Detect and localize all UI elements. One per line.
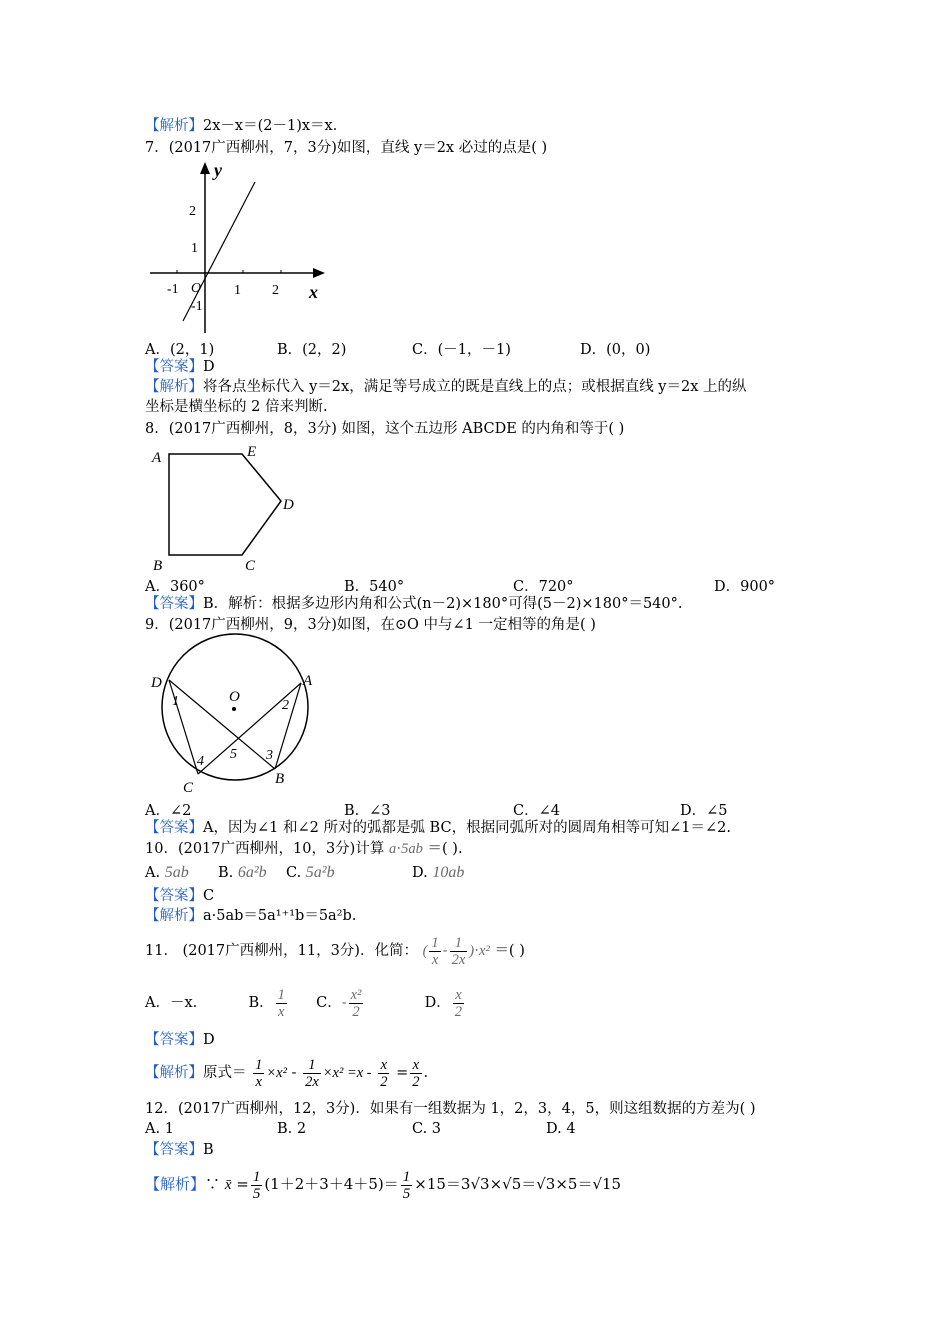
q7-option-b: B．(2，2): [277, 342, 347, 358]
q9-option-c: C．∠4: [513, 803, 560, 819]
q12-answer: 【答案】B: [145, 1142, 214, 1158]
q8-label-c: C: [245, 558, 256, 574]
q9-circle-figure: [145, 633, 330, 798]
q10-option-b: B. 6a²b: [218, 864, 267, 881]
q7-coordinate-graph: [145, 158, 335, 338]
q12-analysis: 【解析】∵ x̄ = $\frac{1}{5}$ (1＋2＋3＋4＋5)＝ $\frac{1}{5}$ ×15＝3√3×√5＝√3×5＝√15: [145, 1168, 622, 1202]
q6-analysis: 【解析】2x－x＝(2－1)x＝x．: [145, 118, 348, 134]
q7-analysis-line1: 【解析】将各点坐标代入 y＝2x，满足等号成立的既是直线上的点；或根据直线 y＝2x 上的纵: [145, 379, 747, 395]
q11-analysis: 【解析】原式＝ $\frac{1}{x}$ ×x² - $\frac{1}{2x}$ ×x² =x - $\frac{x}{2}$ = $\frac{x}{2}$ .: [145, 1056, 429, 1090]
q7-tick-y2: 2: [189, 204, 196, 219]
q12-option-a: A. 1: [145, 1121, 174, 1137]
q9-angle-4: 4: [197, 754, 204, 769]
q8-option-b: B．540°: [344, 579, 405, 595]
q8-stem: 8．(2017广西柳州，8，3分) 如图，这个五边形 ABCDE 的内角和等于( ): [145, 421, 625, 437]
q10-option-a: A. 5ab: [145, 864, 189, 881]
q8-label-d: D: [283, 497, 294, 513]
q9-label-d: D: [151, 675, 162, 691]
q7-option-c: C．(－1，－1): [412, 342, 511, 358]
q11-frac-1-over-x: $\frac{1}{x}$: [431, 934, 439, 968]
q9-option-d: D．∠5: [680, 803, 728, 819]
q7-tick-xm1: -1: [167, 282, 179, 297]
q9-label-b: B: [275, 771, 285, 787]
q8-option-c: C．720°: [513, 579, 574, 595]
q8-option-a: A．360°: [145, 579, 205, 595]
q11-option-d: D． $\frac{x}{2}$: [424, 986, 463, 1020]
q8-answer: 【答案】B．解析：根据多边形内角和公式(n－2)×180°可得(5－2)×180°＝540°.: [145, 596, 683, 612]
q7-analysis-line2: 坐标是横坐标的 2 倍来判断.: [145, 399, 328, 415]
q7-origin-label: O: [191, 281, 202, 296]
q11-option-a: A．－x.: [145, 995, 198, 1011]
q7-tick-ym1: -1: [191, 299, 203, 314]
q7-option-d: D．(0，0): [580, 342, 651, 358]
q9-label-c: C: [183, 780, 194, 796]
q12-option-c: C. 3: [412, 1121, 442, 1137]
q12-option-d: D. 4: [546, 1121, 576, 1137]
q9-stem: 9．(2017广西柳州，9，3分)如图，在⊙O 中与∠1 一定相等的角是( ): [145, 617, 596, 633]
q11-options: [145, 985, 466, 1021]
q10-answer: 【答案】C: [145, 888, 215, 904]
q11-option-b: B． $\frac{1}{x}$: [248, 986, 285, 1020]
q9-angle-3: 3: [266, 748, 273, 763]
q9-angle-2: 2: [282, 698, 289, 713]
q10-stem: 10．(2017广西柳州，10，3分)计算 a⋅5ab ＝( ).: [145, 841, 463, 857]
q9-option-b: B．∠3: [344, 803, 391, 819]
q9-label-o: O: [229, 689, 240, 705]
q8-label-a: A: [152, 450, 162, 466]
q7-answer: 【答案】D: [145, 359, 215, 375]
q11-answer: 【答案】D: [145, 1032, 215, 1048]
q9-option-a: A．∠2: [145, 803, 192, 819]
q9-answer: 【答案】A，因为∠1 和∠2 所对的弧都是弧 BC，根据同弧所对的圆周角相等可知∠1＝∠2.: [145, 820, 731, 836]
q12-option-b: B. 2: [277, 1121, 307, 1137]
q9-angle-1: 1: [172, 694, 179, 709]
q7-tick-x1: 1: [234, 283, 241, 298]
q7-tick-y1: 1: [191, 241, 198, 256]
q10-option-d: D. 10ab: [412, 864, 465, 881]
q12-stem: 12．(2017广西柳州，12，3分)．如果有一组数据为 1，2，3，4，5，则这组数据的方差为( ): [145, 1101, 756, 1117]
q8-option-d: D．900°: [714, 579, 776, 595]
q10-analysis: 【解析】a·5ab＝5a¹⁺¹b＝5a²b.: [145, 908, 357, 924]
q7-option-a: A．(2，1): [145, 342, 215, 358]
q8-pentagon-figure: [145, 440, 305, 575]
q7-tick-x2: 2: [272, 283, 279, 298]
q7-y-axis-label: y: [214, 160, 222, 180]
q10-expression: a⋅5ab: [388, 841, 423, 857]
q11-stem: 11． (2017广西柳州，11，3分)．化简： ( $\frac{1}{x}$ - $\frac{1}{2x}$ )⋅x² ＝( ): [145, 934, 525, 968]
q7-x-axis-label: x: [309, 282, 318, 302]
q11-frac-1-over-2x: $\frac{1}{2x}$: [451, 934, 466, 968]
q9-angle-5: 5: [230, 747, 237, 762]
q7-stem: 7．(2017广西柳州，7，3分)如图，直线 y＝2x 必过的点是( ): [145, 140, 548, 156]
q9-label-a: A: [303, 673, 313, 689]
q11-option-c: C．- $\frac{\text{x²}}{2}$: [316, 986, 362, 1020]
q10-option-c: C. 5a²b: [286, 864, 335, 881]
q8-label-e: E: [247, 444, 257, 460]
q8-label-b: B: [153, 558, 163, 574]
